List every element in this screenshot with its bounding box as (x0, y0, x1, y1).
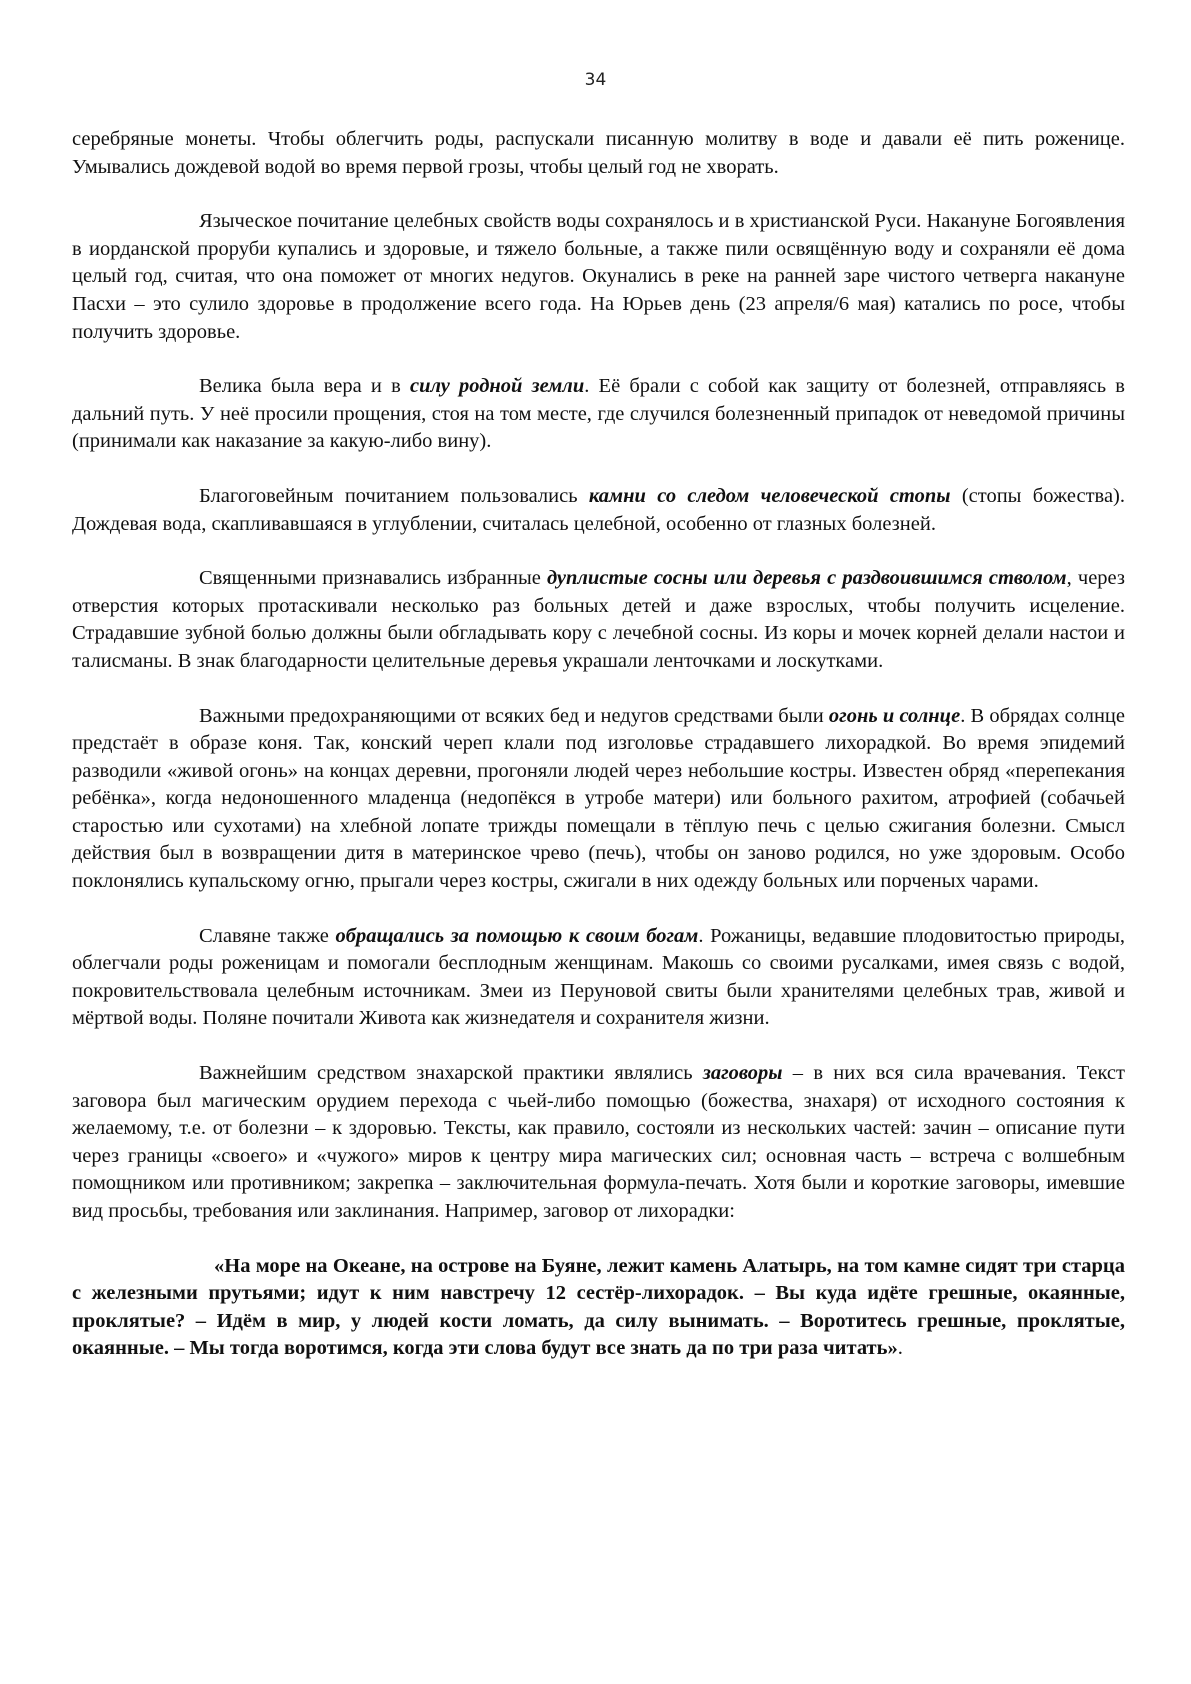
paragraph-footprint-stones (72, 483, 1125, 538)
emphasis-term: камни со следом человеческой стопы (588, 484, 951, 507)
paragraph-text: серебряные монеты. Чтобы облегчить роды, распускали писанную молитву в воде и давали её пить роженице. Умывались дождевой водой во время первой грозы, чтобы целый год не хворать. (72, 128, 1125, 178)
emphasis-term: дуплистые сосны или деревья с раздвоившимся стволом (547, 567, 1067, 590)
page-number: 34 (584, 70, 607, 90)
paragraph-text: Велика была вера и в (199, 375, 410, 398)
paragraph-text: – в них вся сила врачевания. Текст заговора был магическим орудием перехода с чьей-либо помощью (божества, знахаря) от исходного состояния к желаемому, т.е. от болезни – к здоровью. Тексты, как правило, состояли из нескольких частей: зачин – описание пути через границы «своего» и «чужого» миров к центру мира магических сил; основная часть – встреча с волшебным помощником или противником; закрепка – заключительная формула-печать. Хотя были и короткие заговоры, имевшие вид просьбы, требования или заклинания. Например, заговор от лихорадки: (72, 1062, 1125, 1222)
quote-period: . (897, 1337, 903, 1360)
emphasis-term: огонь и солнце (828, 704, 961, 727)
paragraph-text: Славяне также (199, 924, 336, 947)
paragraph-text: Важными предохраняющими от всяких бед и недугов средствами были (199, 704, 829, 727)
paragraph-text: . Её брали с собой как защиту от болезней, отправляясь в дальний путь. У неё просили прощения, стоя на том месте, где случился болезненный припадок от неведомой причины (принимали как наказание за какую-либо вину). (72, 375, 1125, 453)
paragraph-incantations (72, 1060, 1125, 1226)
paragraph-water-veneration (72, 208, 1125, 346)
paragraph-text: Священными признавались избранные (199, 567, 548, 590)
paragraph-text: . В обрядах солнце предстаёт в образе коня. Так, конский череп клали под изголовье страдавшего лихорадкой. Во время эпидемий разводили «живой огонь» на концах деревни, прогоняли людей через небольшие костры. Известен обряд «перепекания ребёнка», когда недоношенного младенца (недопёкся в утробе матери) или больного рахитом, атрофией (собачьей старостью или сухотами) на хлебной лопате трижды помещали в тёплую печь с целью сжигания болезни. Смысл действия был в возвращении дитя в материнское чрево (печь), чтобы он заново родился, но уже здоровым. Особо поклонялись купальскому огню, прыгали через костры, сжигали в них одежду больных или порченых чарами. (72, 704, 1126, 893)
quote-text: «На море на Океане, на острове на Буяне, лежит камень Алатырь, на том камне сидят три старца с железными прутьями; идут к ним навстречу 12 сестёр-лихорадок. – Вы куда идёте грешные, окаянные, проклятые? – Идём в мир, у людей кости ломать, да силу вынимать. – Воротитесь грешные, проклятые, окаянные. – Мы тогда воротимся, когда эти слова будут все знать да по три раза читать» (72, 1254, 1125, 1360)
paragraph-text: Благоговейным почитанием пользовались (199, 484, 589, 507)
paragraph-fire-and-sun (72, 703, 1125, 896)
paragraph-native-earth (72, 373, 1125, 456)
emphasis-term: заговоры (702, 1062, 783, 1085)
paragraph-text: . Рожаницы, ведавшие плодовитостью природы, облегчали роды роженицам и помогали бесплодным женщинам. Макошь со своими русалками, имея связь с водой, покровительствовала целебным источникам. Змеи из Перуновой свиты были хранителями целебных трав, живой и мёртвой воды. Поляне почитали Живота как жизнедателя и сохранителя жизни. (72, 924, 1126, 1030)
paragraph-text: Языческое почитание целебных свойств воды сохранялось и в христианской Руси. Накануне Богоявления в иорданской проруби купались и здоровые, и тяжело больные, а также пили освящённую воду и сохраняли её дома целый год, считая, что она поможет от многих недугов. Окунались в реке на ранней заре чистого четверга накануне Пасхи – это сулило здоровье в продолжение всего года. На Юрьев день (23 апреля/6 мая) катались по росе, чтобы получить здоровье. (72, 210, 1125, 343)
emphasis-term: обращались за помощью к своим богам (335, 924, 699, 947)
emphasis-term: силу родной земли (409, 375, 585, 398)
paragraph-text: (стопы божества). Дождевая вода, скапливавшаяся в углублении, считалась целебной, особенно от глазных болезней. (72, 484, 1125, 535)
paragraph-sacred-trees (72, 565, 1125, 675)
fever-incantation-quote (72, 1253, 1125, 1363)
paragraph-slavic-gods (72, 923, 1125, 1033)
paragraph-continuation (72, 126, 1125, 181)
document-body (72, 126, 1125, 1390)
paragraph-text: Важнейшим средством знахарской практики являлись (199, 1062, 703, 1085)
paragraph-text: , через отверстия которых протаскивали несколько раз больных детей и даже взрослых, чтобы получить исцеление. Страдавшие зубной болью должны были обгладывать кору с лечебной сосны. Из коры и мочек корней делали настои и талисманы. В знак благодарности целительные деревья украшали ленточками и лоскутками. (72, 567, 1125, 672)
